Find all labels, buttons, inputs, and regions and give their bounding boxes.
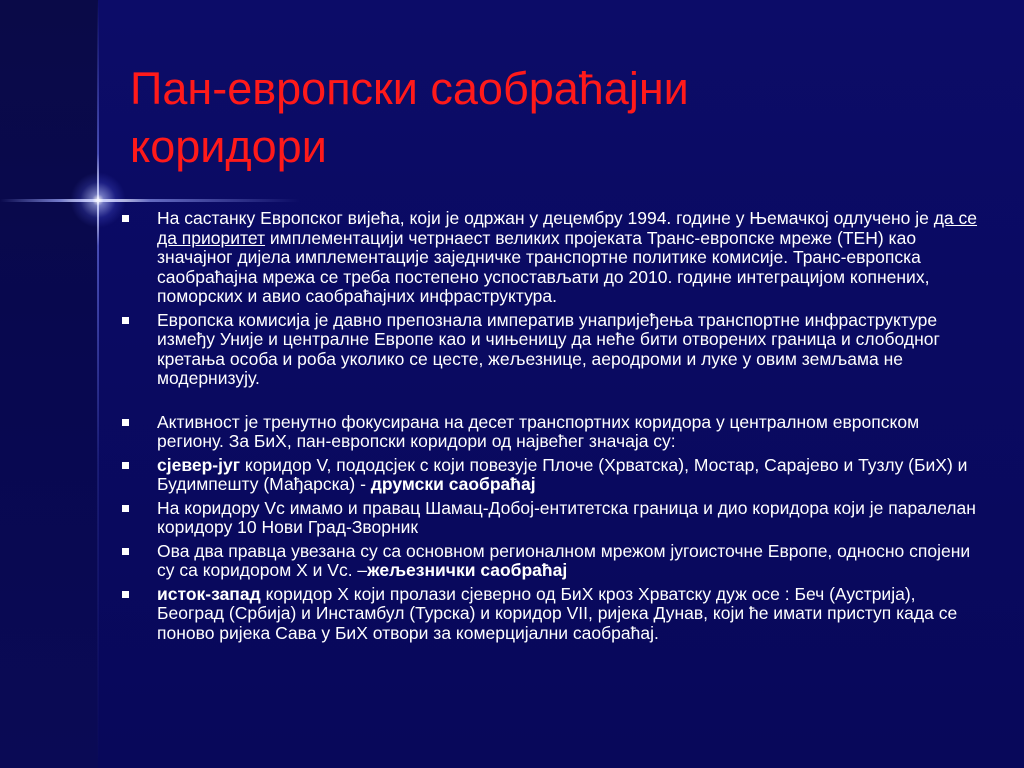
- bullet-item: [120, 311, 980, 389]
- bullet-item: [120, 413, 980, 452]
- bullet-square-icon: [122, 591, 129, 598]
- bullet-text: коридор V, пододсјек с који повезује Плоче (Хрватска), Мостар, Сарајево и Тузлу (БиХ) и Будимпешту (Мађарска) -: [157, 454, 968, 494]
- sparkle-star-icon: [70, 172, 126, 228]
- bullet-bold-tail: друмски саобраћај: [370, 474, 536, 494]
- bullet-item: [120, 585, 980, 644]
- title-line-2: коридори: [130, 121, 327, 172]
- title-line-1: Пан-европски саобраћајни: [130, 63, 689, 114]
- left-band-decoration: [0, 0, 98, 768]
- sparkle-vertical-line: [97, 0, 99, 768]
- bullet-text: Ова два правца увезана су са основном регионалном мрежом југоисточне Европе, односно спојени су са коридором X и Vc. –: [157, 540, 971, 580]
- bullet-bold-lead: исток-запад: [157, 583, 261, 604]
- bullet-item: [120, 542, 980, 581]
- bullet-square-icon: [122, 215, 129, 222]
- bullet-bold-lead: сјевер-југ: [157, 454, 240, 475]
- bullet-square-icon: [122, 505, 129, 512]
- bullet-text: Европска комисија је давно препознала императив унапријеђења транспортне инфраструктуре између Уније и централне Европе као и чињеницу да неће бити отворених граница и слободног кретања особа и роба уколико се цесте, жељезнице, аеродроми и луке у овим земљама не модернизују.: [157, 309, 940, 388]
- bullet-text: На коридору Vc имамо и правац Шамац-Добој-ентитетска граница и дио коридора који је паралелан коридору 10 Нови Град-Зворник: [157, 497, 976, 537]
- bullet-square-icon: [122, 317, 129, 324]
- bullet-text: Активност је тренутно фокусирана на десет транспортних коридора у централном европском региону. За БиХ, пан-европски коридори од највећег значаја су:: [157, 411, 920, 451]
- bullet-square-icon: [122, 462, 129, 469]
- bullet-item: [120, 499, 980, 538]
- bullet-list: [120, 209, 980, 647]
- bullet-item: [120, 456, 980, 495]
- sparkle-horizontal-line: [0, 199, 300, 202]
- bullet-link-text[interactable]: да се да приоритет: [157, 208, 978, 248]
- bullet-bold-tail: жељезнички саобраћај: [367, 560, 568, 580]
- bullet-text: коридор X који пролази сјеверно од БиХ кроз Хрватску дуж осе : Беч (Аустрија), Београд (Србија) и Инстамбул (Турска) и коридор VII, ријека Дунав, који ће имати приступ када се поново ријека Сава у БиХ отвори за комерцијални саобраћај.: [157, 583, 958, 643]
- bullet-square-icon: [122, 548, 129, 555]
- bullet-text: имплементацији четрнаест великих пројеката Транс-европске мреже (ТЕН) као значајног дијела имплементације заједничке транспортне политике комисије. Транс-европска саобраћајна мрежа се треба постепено успостављати до 2010. године интеграцијом копнених, поморских и авио саобраћајних инфраструктура.: [157, 227, 930, 306]
- bullet-square-icon: [122, 419, 129, 426]
- bullet-item: [120, 209, 980, 307]
- bullet-text: На састанку Европског вијећа, који је одржан у децембру 1994. године у Њемачкој одлучено је: [157, 208, 934, 228]
- slide-title: [130, 60, 990, 176]
